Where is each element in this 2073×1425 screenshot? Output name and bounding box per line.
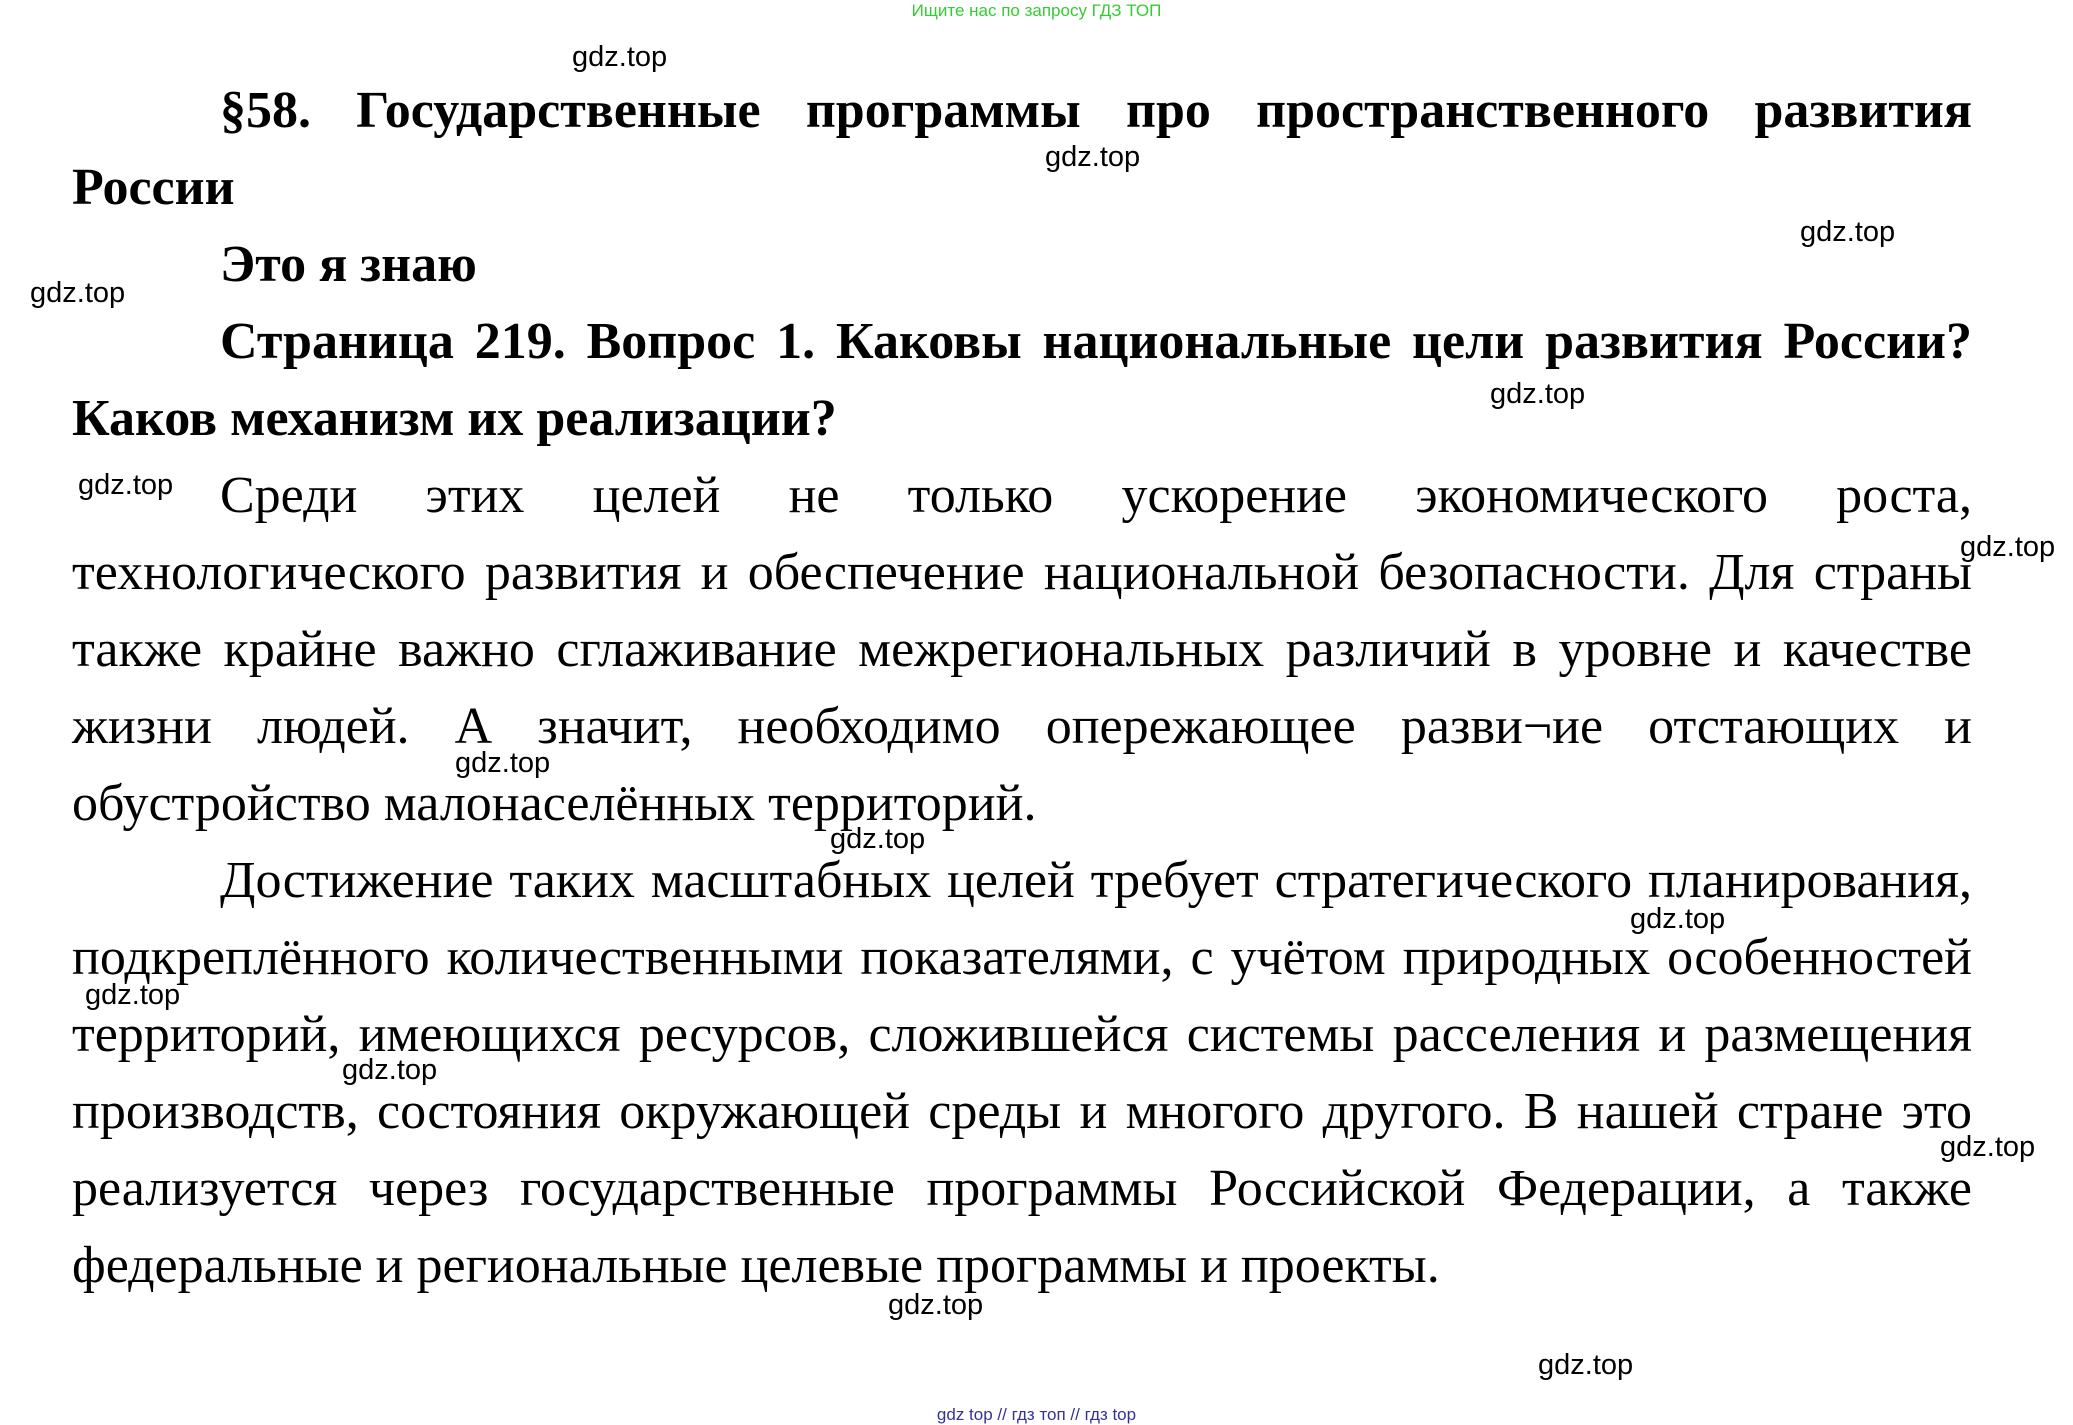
section-heading: Это я знаю [220, 236, 477, 293]
watermark: gdz.top [78, 469, 174, 501]
top-banner-link[interactable]: Ищите нас по запросу ГДЗ ТОП [911, 1, 1162, 20]
watermark: gdz.top [85, 979, 181, 1011]
watermark: gdz.top [888, 1289, 984, 1321]
question-heading: Страница 219. Вопрос 1. Каковы национальные цели развития России? Каков механизм их реализации? [72, 313, 1972, 447]
watermark: gdz.top [1045, 141, 1141, 173]
watermark: gdz.top [1538, 1349, 1634, 1381]
watermark: gdz.top [455, 747, 551, 779]
watermark: gdz.top [1490, 378, 1586, 410]
watermark: gdz.top [342, 1054, 438, 1086]
document-body [72, 72, 1972, 1304]
watermark: gdz.top [1960, 531, 2056, 563]
paragraph-title: §58. Государственные программы про пространственного развития России [72, 82, 1972, 216]
footer-links[interactable]: gdz top // гдз топ // гдз top [936, 1405, 1137, 1424]
watermark: gdz.top [830, 823, 926, 855]
watermark: gdz.top [1630, 903, 1726, 935]
answer-paragraph-2: Достижение таких масштабных целей требует стратегического планирования, подкреплённого количественными показателями, с учётом природных особенностей территорий, имеющихся ресурсов, сложившейся системы расселения и размещения производств, состояния окружающей среды и многого другого. В нашей стране это реализуется через государственные программы Российской Федерации, а также федеральные и региональные целевые программы и проекты. [72, 852, 1972, 1294]
watermark: gdz.top [572, 41, 668, 73]
watermark: gdz.top [1800, 216, 1896, 248]
watermark: gdz.top [1940, 1131, 2036, 1163]
watermark: gdz.top [30, 277, 126, 309]
answer-paragraph-1: Среди этих целей не только ускорение экономического роста, технологического развития и обеспечение национальной безопасности. Для страны также крайне важно сглаживание межрегиональных различий в уровне и качестве жизни людей. А значит, необходимо опережающее разви¬ие отстающих и обустройство малонаселённых территорий. [72, 467, 1972, 832]
